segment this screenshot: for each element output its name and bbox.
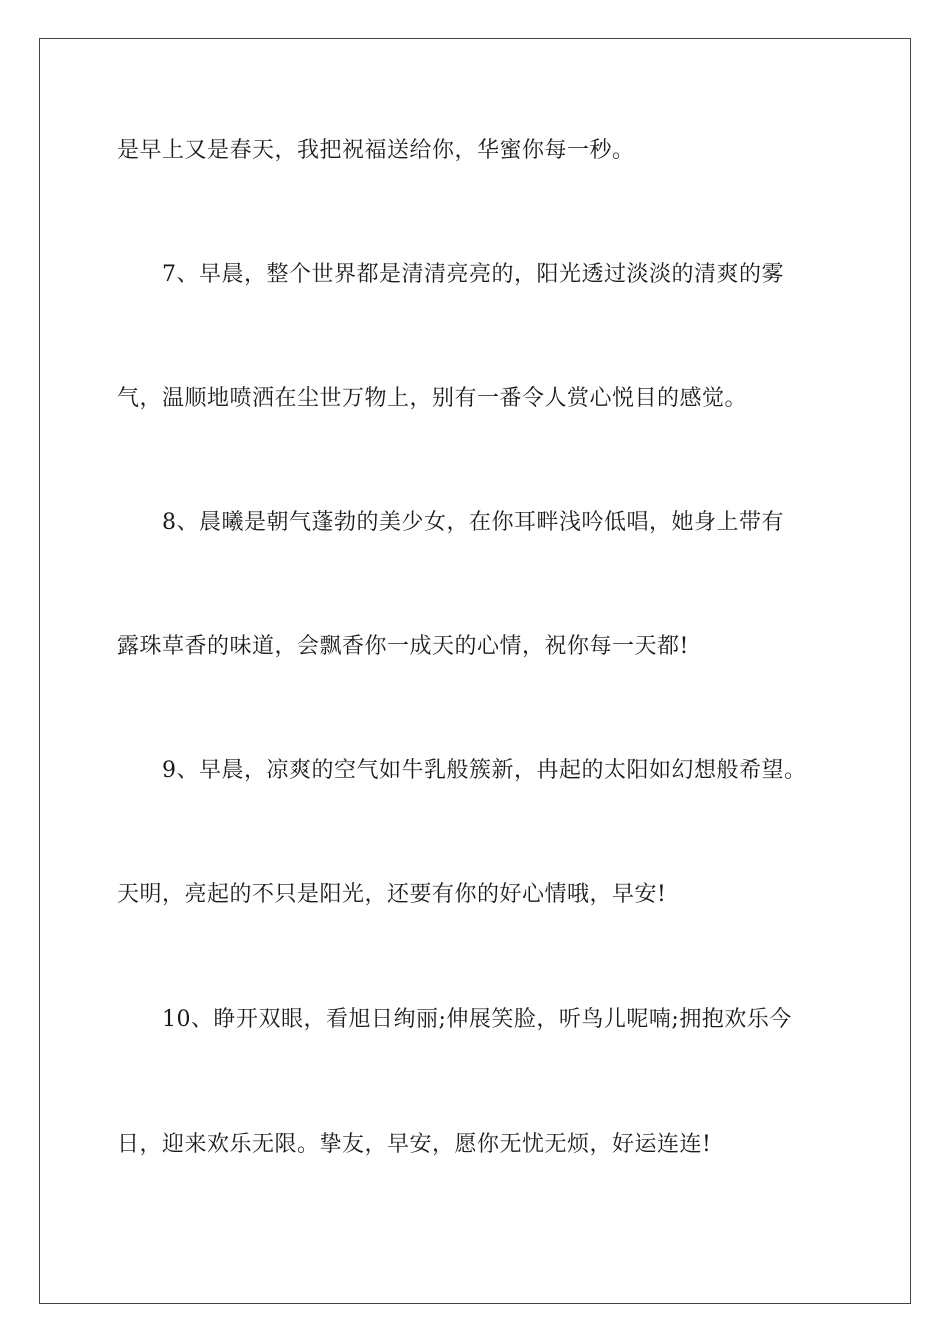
text-line-9: 日，迎来欢乐无限。挚友，早安，愿你无忧无烦，好运连连! xyxy=(117,1132,712,1157)
text-line-7: 天明，亮起的不只是阳光，还要有你的好心情哦，早安! xyxy=(117,882,667,907)
text-line-1: 是早上又是春天，我把祝福送给你，华蜜你每一秒。 xyxy=(117,138,635,163)
text-line-6: 9、早晨，凉爽的空气如牛乳般簇新，冉起的太阳如幻想般希望。 xyxy=(162,758,807,783)
text-line-3: 气，温顺地喷洒在尘世万物上，别有一番令人赏心悦目的感觉。 xyxy=(117,386,748,411)
text-line-8: 10、睁开双眼，看旭日绚丽;伸展笑脸，听鸟儿呢喃;拥抱欢乐今 xyxy=(162,1007,792,1032)
text-line-5: 露珠草香的味道，会飘香你一成天的心情，祝你每一天都! xyxy=(117,634,689,659)
page-border xyxy=(39,38,911,1304)
text-line-2: 7、早晨，整个世界都是清清亮亮的，阳光透过淡淡的清爽的雾 xyxy=(162,262,784,287)
text-line-4: 8、晨曦是朝气蓬勃的美少女，在你耳畔浅吟低唱，她身上带有 xyxy=(162,510,784,535)
